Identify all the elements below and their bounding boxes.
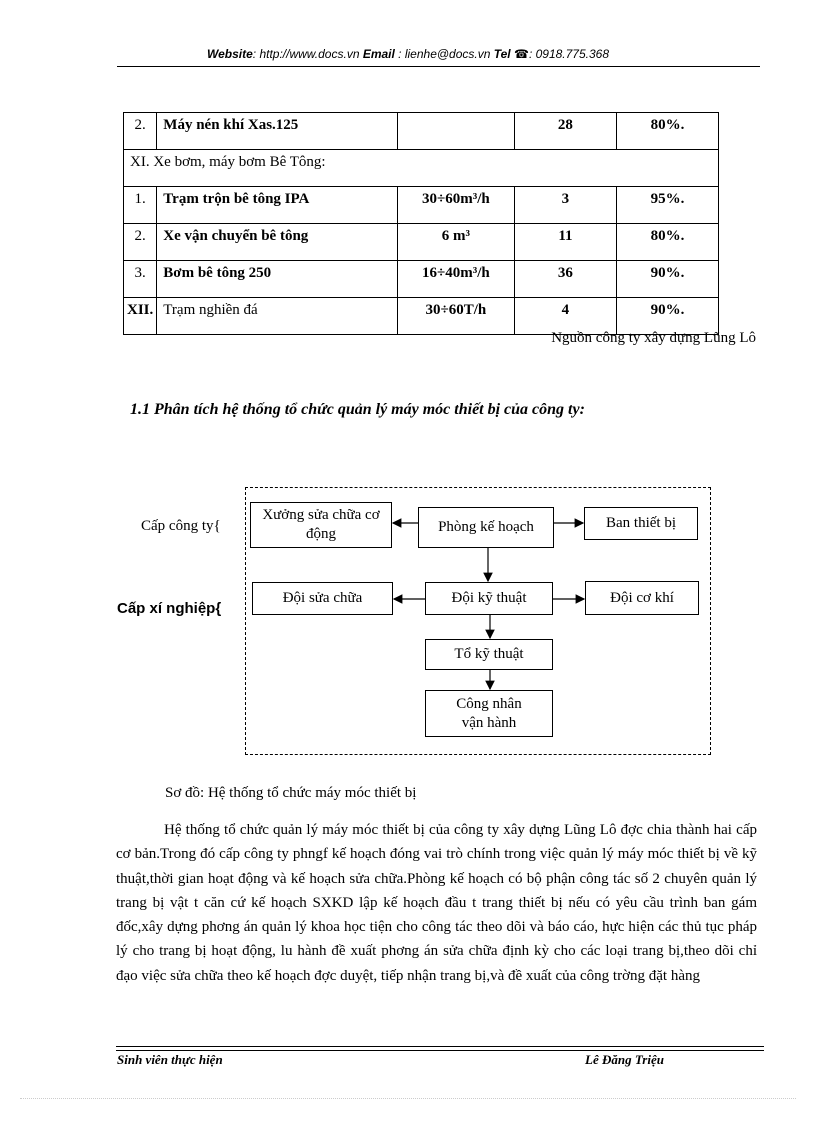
equipment-percent: 95%. (616, 187, 718, 224)
box-ban-thiet-bi: Ban thiết bị (584, 507, 698, 540)
page-bottom-edge (20, 1098, 796, 1099)
equipment-name: Trạm nghiền đá (157, 298, 398, 335)
row-number: 2. (124, 224, 157, 261)
row-number: 1. (124, 187, 157, 224)
equipment-name: Xe vận chuyển bê tông (157, 224, 398, 261)
equipment-percent: 90%. (616, 261, 718, 298)
level-company-label: Cấp công ty{ (141, 518, 221, 534)
box-doi-co-khi: Đội cơ khí (585, 581, 699, 615)
equipment-capacity: 30÷60T/h (397, 298, 514, 335)
table-source-note: Nguồn công ty xây dựng Lũng Lô (551, 330, 756, 346)
box-doi-sua-chua: Đội sửa chữa (252, 582, 393, 615)
diagram-caption: Sơ đồ: Hệ thống tổ chức máy móc thiết bị (165, 785, 417, 801)
row-number: 2. (124, 113, 157, 150)
row-number: XII. (124, 298, 157, 335)
box-xuong-sua-chua: Xưởng sửa chữa cơ động (250, 502, 392, 548)
equipment-quantity: 3 (514, 187, 616, 224)
footer-divider-thin (116, 1050, 764, 1051)
equipment-quantity: 36 (514, 261, 616, 298)
website-label: Website (206, 47, 253, 61)
box-cong-nhan-van-hanh: Công nhân vận hành (425, 690, 553, 737)
equipment-capacity: 16÷40m³/h (397, 261, 514, 298)
footer-student-label: Sinh viên thực hiện (117, 1052, 223, 1067)
section-title: 1.1 Phân tích hệ thống tổ chức quản lý máy móc thiết bị của công ty: (130, 401, 585, 418)
equipment-capacity: 6 m³ (397, 224, 514, 261)
box-phong-ke-hoach: Phòng kế hoạch (418, 507, 554, 548)
row-number: 3. (124, 261, 157, 298)
box-to-ky-thuat: Tổ kỹ thuật (425, 639, 553, 670)
equipment-percent: 80%. (616, 224, 718, 261)
body-paragraph: Hệ thống tổ chức quản lý máy móc thiết bị của công ty xây dựng Lũng Lô đợc chia thành hai cấp cơ bản.Trong đó cấp công ty phngf kế hoạch đóng vai trò chính trong việc quản lý máy móc thiết bị về kỹ thuật,thời gian hoạt động và kế hoạch sửa chữa.Phòng kế hoạch có bộ phận công tác số 2 chuyên quản lý trang bị vật t căn cứ kế hoạch SXKD lập kế hoạch đầu t trang thiết bị nếu có yêu cầu trình ban gám đốc,xây dựng phơng án quản lý khoa học tiện cho công tác theo dõi và báo cáo, hực hiện các thủ tục pháp lý cho trang bị hoạt động, lu hành đề xuất phơng án sửa chữa định kỳ cho các loại trang bị,theo dõi chỉ đạo việc sửa chữa theo kế hoạch đợc duyệt, tiếp nhận trang bị,và đề xuất của công trờng đặt hàng (116, 822, 757, 984)
equipment-percent: 90%. (616, 298, 718, 335)
equipment-quantity: 4 (514, 298, 616, 335)
tel-label: Tel ☎ (493, 47, 529, 61)
section-heading: XI. Xe bơm, máy bơm Bê Tông: (124, 150, 719, 187)
equipment-quantity: 28 (514, 113, 616, 150)
email-label: Email (362, 47, 395, 61)
equipment-percent: 80%. (616, 113, 718, 150)
level-enterprise-label: Cấp xí nghiệp{ (117, 600, 222, 617)
equipment-name: Trạm trộn bê tông IPA (157, 187, 398, 224)
email-value: : lienhe@docs.vn (394, 47, 494, 61)
box-doi-ky-thuat: Đội kỹ thuật (425, 582, 553, 615)
equipment-name: Bơm bê tông 250 (157, 261, 398, 298)
equipment-capacity: 30÷60m³/h (397, 187, 514, 224)
footer-divider (116, 1046, 764, 1047)
equipment-name: Máy nén khí Xas.125 (157, 113, 398, 150)
equipment-quantity: 11 (514, 224, 616, 261)
website-value: : http://www.docs.vn (252, 47, 363, 61)
footer-author-name: Lê Đăng Triệu (585, 1052, 664, 1067)
tel-value: : 0918.775.368 (528, 47, 610, 61)
